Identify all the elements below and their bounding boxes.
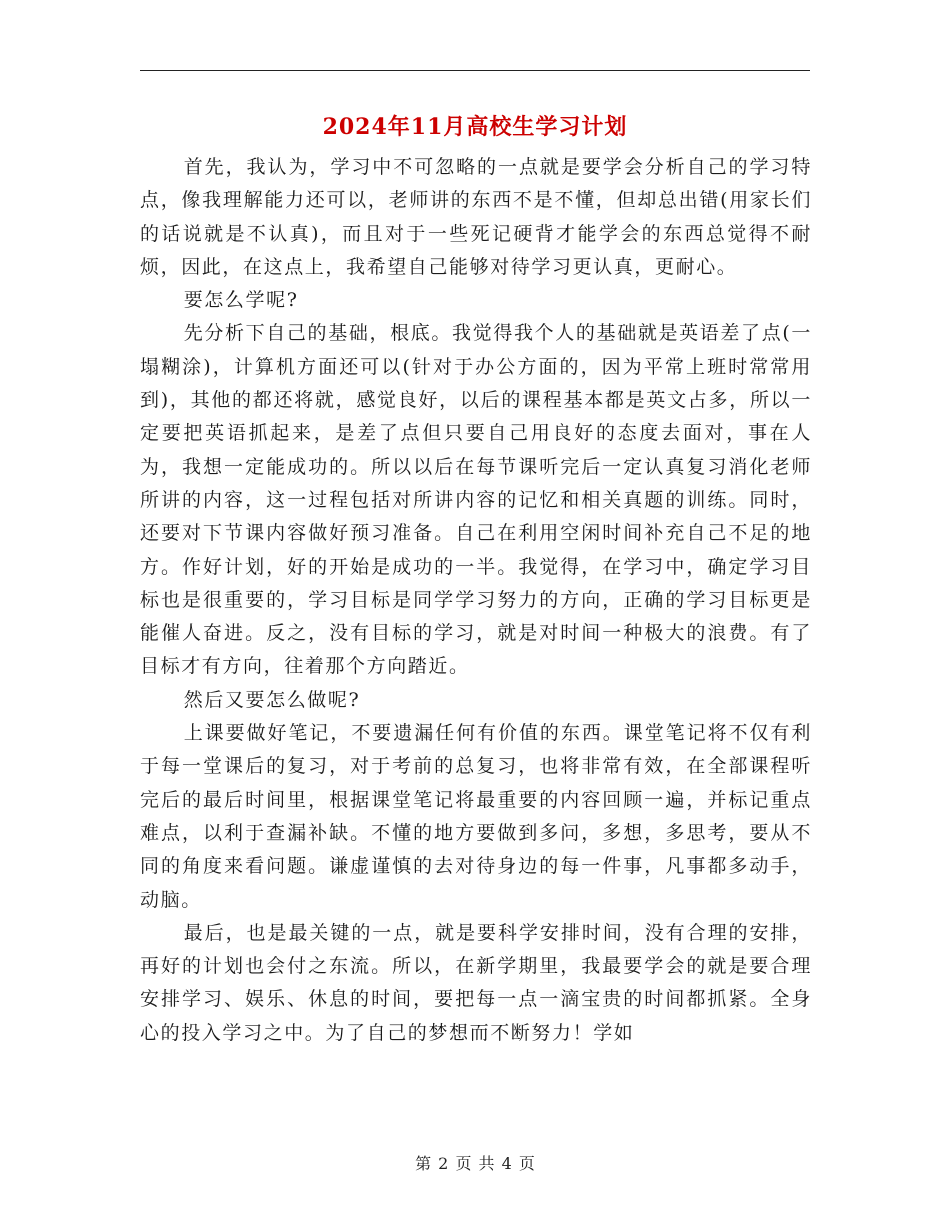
paragraph-1: 首先，我认为，学习中不可忽略的一点就是要学会分析自己的学习特点，像我理解能力还可以，老师讲的东西不是不懂，但却总出错(用家长们的话说就是不认真)，而且对于一些死记硬背才能学会的东西总觉得不耐烦，因此，在这点上，我希望自己能够对待学习更认真，更耐心。 (140, 156, 812, 278)
paragraph-4: 然后又要怎么做呢? (183, 688, 361, 711)
document-body (140, 151, 812, 1050)
page-number: 第 2 页 共 4 页 (415, 1154, 535, 1173)
paragraph-2: 要怎么学呢? (183, 289, 299, 312)
document-title: 2024年11月高校生学习计划 (322, 114, 628, 140)
paragraph-5: 上课要做好笔记，不要遗漏任何有价值的东西。课堂笔记将不仅有利于每一堂课后的复习，对于考前的总复习，也将非常有效，在全部课程听完后的最后时间里，根据课堂笔记将最重要的内容回顾一遍，并标记重点难点，以利于查漏补缺。不懂的地方要做到多问，多想，多思考，要从不同的角度来看问题。谦虚谨慎的去对待身边的每一件事，凡事都多动手，动脑。 (140, 722, 812, 911)
paragraph-3: 先分析下自己的基础，根底。我觉得我个人的基础就是英语差了点(一塌糊涂)，计算机方面还可以(针对于办公方面的，因为平常上班时常常用到)，其他的都还将就，感觉良好，以后的课程基本都是英文占多，所以一定要把英语抓起来，是差了点但只要自己用良好的态度去面对，事在人为，我想一定能成功的。所以以后在每节课听完后一定认真复习消化老师所讲的内容，这一过程包括对所讲内容的记忆和相关真题的训练。同时，还要对下节课内容做好预习准备。自己在利用空闲时间补充自己不足的地方。作好计划，好的开始是成功的一半。我觉得，在学习中，确定学习目标也是很重要的，学习目标是同学学习努力的方向，正确的学习目标更是能催人奋进。反之，没有目标的学习，就是对时间一种极大的浪费。有了目标才有方向，往着那个方向踏近。 (140, 322, 812, 678)
header-rule (140, 70, 810, 71)
paragraph-6: 最后，也是最关键的一点，就是要科学安排时间，没有合理的安排，再好的计划也会付之东流。所以，在新学期里，我最要学会的就是要合理安排学习、娱乐、休息的时间，要把每一点一滴宝贵的时间都抓紧。全身心的投入学习之中。为了自己的梦想而不断努力！学如 (140, 921, 812, 1044)
